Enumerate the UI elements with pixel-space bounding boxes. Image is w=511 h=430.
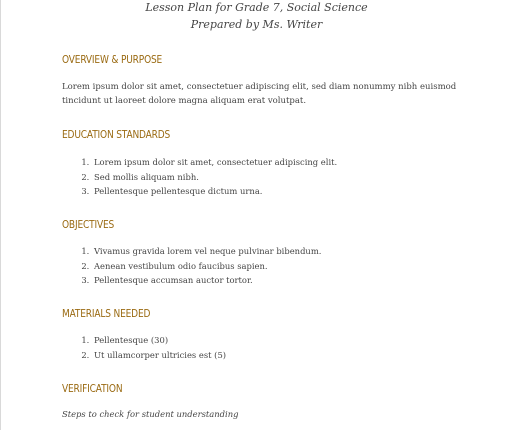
list-item: 2. Sed mollis aliquam nibh.	[92, 170, 337, 185]
list-item: 2. Aenean vestibulum odio faucibus sapien.	[92, 259, 321, 274]
list-item: 1. Pellentesque (30)	[92, 333, 226, 348]
standards-list	[62, 155, 337, 199]
materials-heading: MATERIALS NEEDED	[62, 308, 151, 320]
objectives-heading: OBJECTIVES	[62, 219, 115, 231]
document-subtitle: Lesson Plan for Grade 7, Social Science	[145, 1, 368, 14]
list-item: 1. Vivamus gravida lorem vel neque pulvinar bibendum.	[92, 244, 321, 259]
objectives-list	[62, 244, 321, 288]
materials-list	[62, 333, 226, 362]
verification-heading: VERIFICATION	[62, 383, 123, 395]
overview-text: Lorem ipsum dolor sit amet, consectetuer adipiscing elit, sed diam nonummy nibh euismod tincidunt ut laoreet dolore magna aliquam erat volutpat.	[62, 82, 457, 106]
list-item: 3. Pellentesque accumsan auctor tortor.	[92, 273, 321, 288]
overview-heading: OVERVIEW & PURPOSE	[62, 54, 163, 66]
document-author: Prepared by Ms. Writer	[190, 18, 323, 31]
verification-note: Steps to check for student understanding	[62, 409, 239, 419]
list-item: 2. Ut ullamcorper ultricies est (5)	[92, 348, 226, 363]
list-item: 3. Pellentesque pellentesque dictum urna.	[92, 184, 337, 199]
standards-heading: EDUCATION STANDARDS	[62, 129, 171, 141]
list-item: 1. Lorem ipsum dolor sit amet, consectetuer adipiscing elit.	[92, 155, 337, 170]
